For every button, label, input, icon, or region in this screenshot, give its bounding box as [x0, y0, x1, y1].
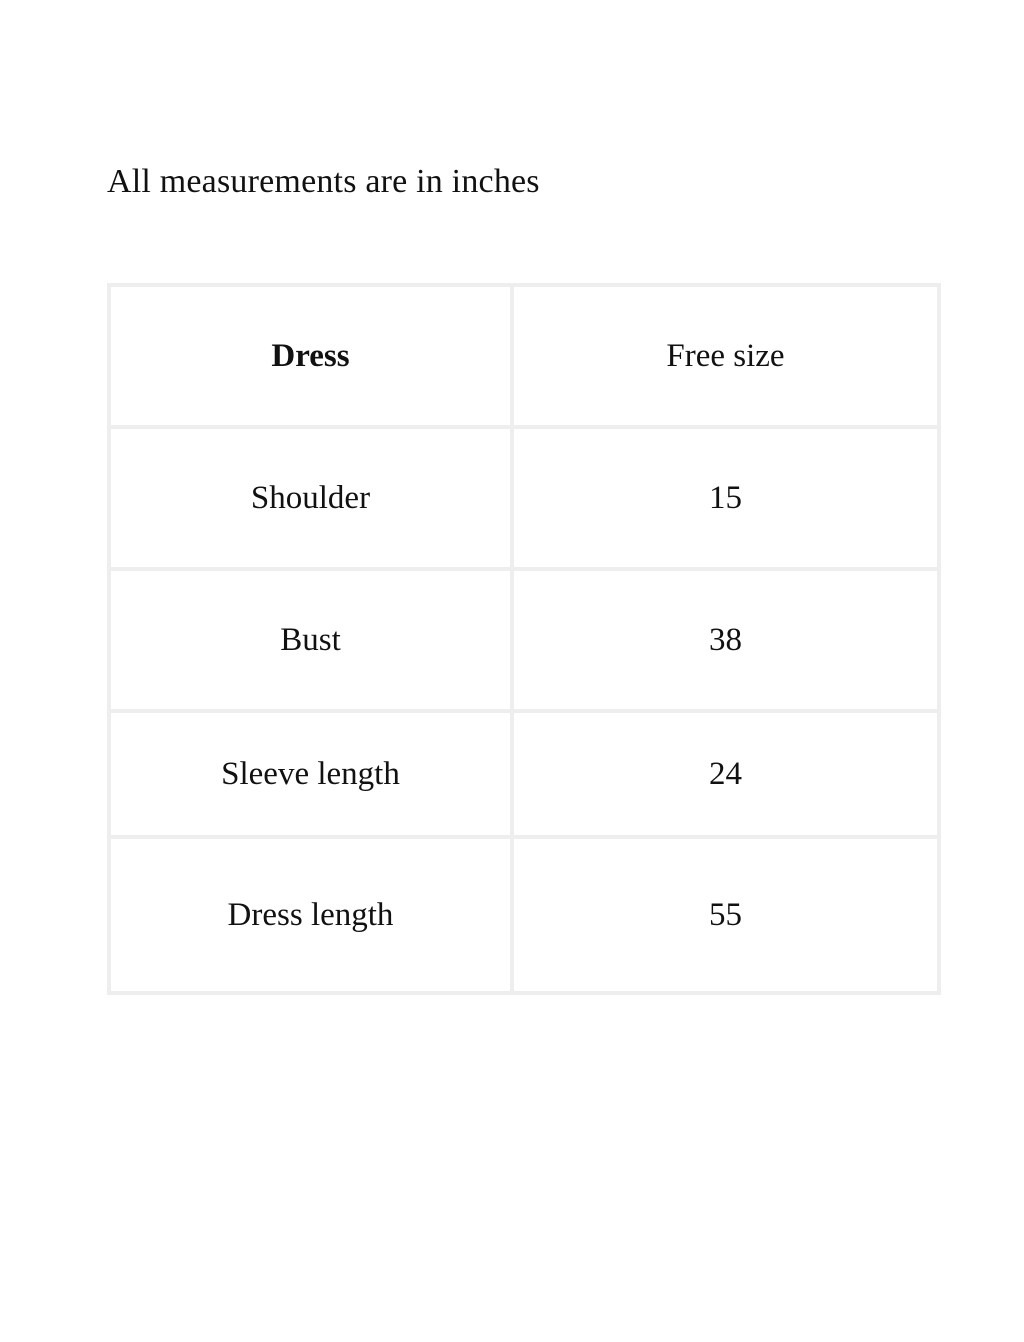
measurement-note: All measurements are in inches: [107, 163, 540, 200]
table-row: [109, 837, 939, 993]
header-value-cell: Free size: [512, 285, 939, 427]
row-value-bust: 38: [512, 569, 939, 711]
row-label-dress-length: Dress length: [109, 837, 512, 993]
table-header-row: [109, 285, 939, 427]
table-row: [109, 427, 939, 569]
row-label-sleeve-length: Sleeve length: [109, 711, 512, 837]
table-row: [109, 711, 939, 837]
row-value-shoulder: 15: [512, 427, 939, 569]
row-label-shoulder: Shoulder: [109, 427, 512, 569]
header-label-cell: Dress: [109, 285, 512, 427]
row-label-bust: Bust: [109, 569, 512, 711]
row-value-dress-length: 55: [512, 837, 939, 993]
size-chart-table: [107, 283, 941, 995]
table-row: [109, 569, 939, 711]
row-value-sleeve-length: 24: [512, 711, 939, 837]
